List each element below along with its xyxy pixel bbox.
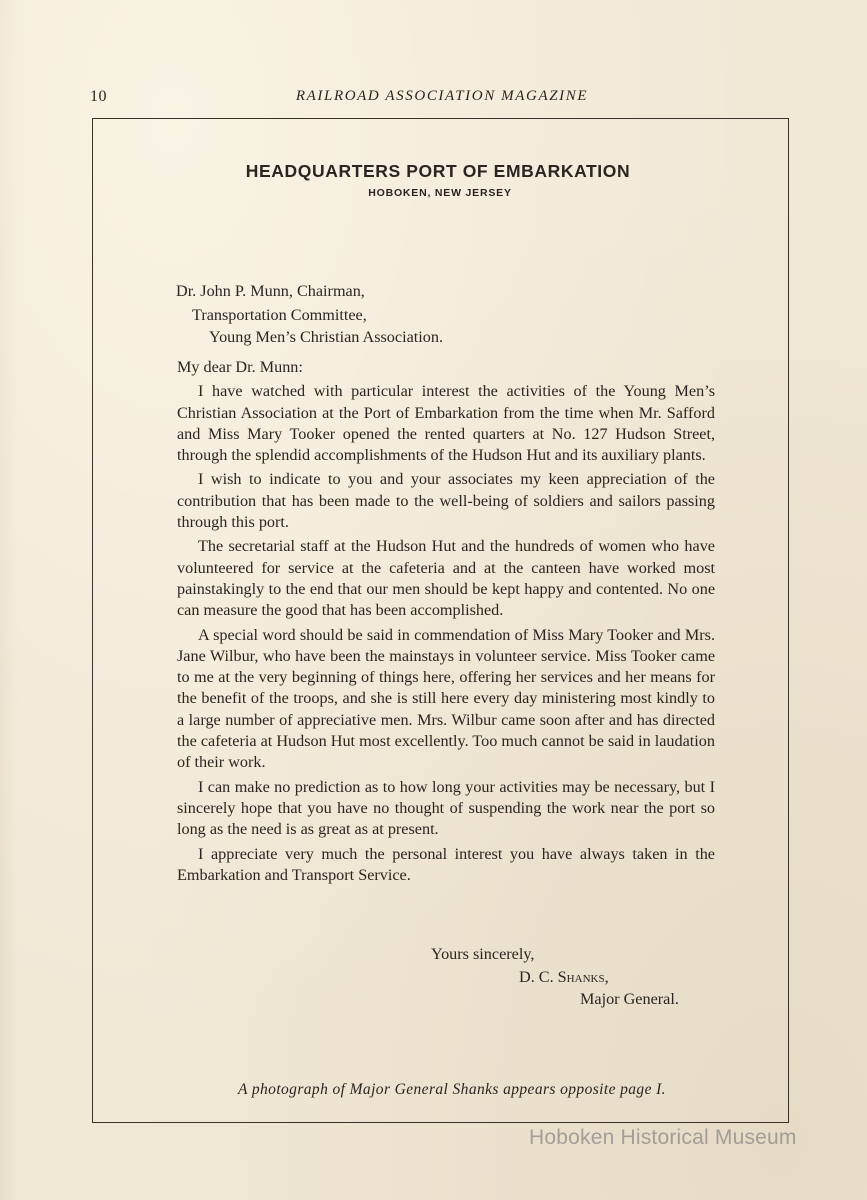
letter-body [177, 357, 715, 886]
rank: Major General. [580, 990, 679, 1008]
paragraph-5: I can make no prediction as to how long your activities may be necessary, but I sincerely hope that you have no thought of suspending the work near the port so long as the need is as great as at present. [177, 777, 715, 839]
paragraph-4: A special word should be said in commendation of Miss Mary Tooker and Mrs. Jane Wilbur, who have been the mainstays in volunteer service. Miss Tooker came to me at the very beginning of things here, offering her services and her means for the benefit of the troops, and she is still here every day ministering most kindly to a large number of appreciative men. Mrs. Wilbur came soon after and has directed the cafeteria at Hudson Hut most excellently. Too much cannot be said in laudation of their work. [177, 625, 715, 772]
paragraph-1: I have watched with particular interest the activities of the Young Men’s Christian Association at the Port of Embarkation from the time when Mr. Safford and Miss Mary Tooker opened the rented quarters at No. 127 Hudson Street, through the splendid accomplishments of the Hudson Hut and its auxiliary plants. [177, 382, 715, 465]
running-head: RAILROAD ASSOCIATION MAGAZINE [295, 88, 589, 104]
museum-watermark: Hoboken Historical Museum [529, 1126, 797, 1149]
page-number: 10 [90, 88, 107, 105]
paragraph-2: I wish to indicate to you and your associates my keen appreciation of the contribution that has been made to the well-being of soldiers and sailors passing through this port. [177, 470, 715, 532]
photo-caption: A photograph of Major General Shanks appears opposite page I. [238, 1081, 666, 1098]
salutation: My dear Dr. Munn: [177, 358, 303, 376]
signature: D. C. Shanks, [519, 968, 609, 986]
address-line-1: Dr. John P. Munn, Chairman, [176, 282, 365, 300]
paragraph-6: I appreciate very much the personal interest you have always taken in the Embarkation and Transport Service. [177, 844, 715, 884]
address-line-3: Young Men’s Christian Association. [209, 328, 443, 346]
address-line-2: Transportation Committee, [192, 306, 367, 324]
letterhead-title: HEADQUARTERS PORT OF EMBARKATION [245, 161, 631, 181]
valediction: Yours sincerely, [431, 945, 535, 963]
letterhead-location: HOBOKEN, NEW JERSEY [368, 187, 512, 199]
paragraph-3: The secretarial staff at the Hudson Hut and the hundreds of women who have volunteered for service at the cafeteria and at the canteen have worked most painstakingly to the end that our men should be kept happy and contented. No one can measure the good that has been accomplished. [177, 537, 715, 620]
